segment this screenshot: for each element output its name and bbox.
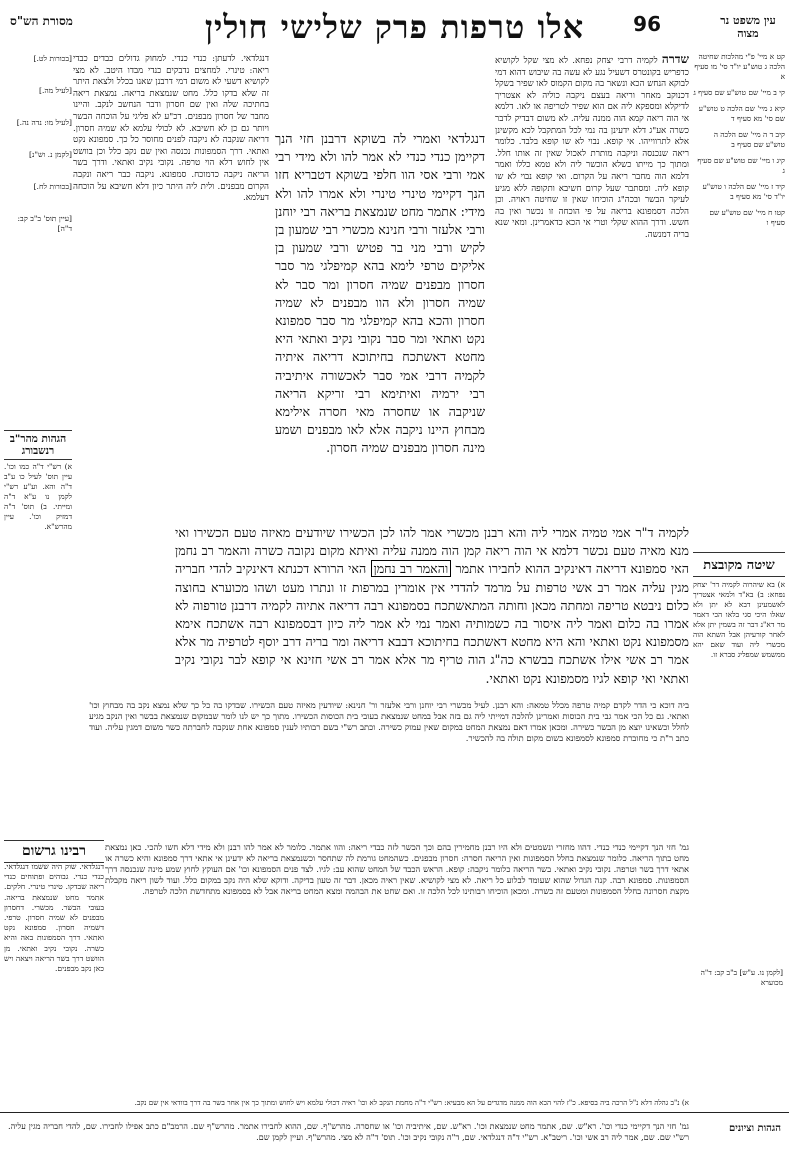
- gemara-text-narrow: דנגלדאי ואמרי לה בשוקא דרבנן חזי הנך דקיימן כנדי כנדי לא אמר להו ולא מידי רבי אמי ורבי אסי הוו חלפי בשוקא דטבריא חזו הנך דקיימי טינרי טינרי ולא אמרו להו ולא מידי: אתמר מחט שנמצאת בריאה רבי יוחנן ורבי אלעזר ורבי חנינא מכשרי רבי שמעון בן לקיש ורבי מני בר פטיש ורבי שמעון בן אליקים טרפי לימא בהא קמיפלגי מר סבר חסרון מבפנים שמיה חסרון ומר סבר לא שמיה חסרון ולא הוו מבפנים לא שמיה חסרון והכא בהא קמיפלגי מר סבר סמפונא נקט ואתאי ומר סבר נקובי נקיב ואתאי היא מחטא דאשתכח בחיתוכא דריאה איתיה לקמיה דרבי אמי סבר לאכשורה איתיביה רבי ירמיה ואיתימא רבי זריקא הריאה שניקבה או שחסרה מאי חסרה אילימא מבחוץ היינו ניקבה אלא לאו מבפנים ושמע מינה חסרון מבפנים שמיה חסרון.: [275, 131, 485, 456]
- footer-hagahot: [0, 1112, 789, 1164]
- page-title: אלו טרפות פרק שלישי חולין: [204, 8, 585, 46]
- mesoret-ref: [עיין תוס' ב"ב קב: ד"ה]: [17, 214, 72, 233]
- tosafot-bottom: ביה דוכא כי הדר לקדם קמיה טרפה מכלל טמאה: והא רבנן. לעיל מכשרי רבי יוחנן ורבי אלעזר ור' חנינא: שיודעין מאיזה טעם הכשירו. שבדקו בה כל כך שלא נמצא נקב בה מבחוץ וכו' ואתאי. גם כל הכי אמר גבי בית הכוסות ואמרינן להלכה דמייתי ליה גם בזה אבל במחט שנמצאת בעובי בית הכוסות הכשירו. מתוך כך יש לנו לומר שבמקום שנמצאת בבשר ואין הנקב מגיע לחלל וכשאינו יוצא מן הבשר כשירה. ומכאן אמרו דאם נמצאת המחט במקום שאין עמוק כשירה. וכתב רש"י בשם רבותיו לענין סמפונא אחת שנקבה לחברתה כשר משום דמגין עליה. ועוד כתב ר"ת כי מחוברת סמפונא לסמפונא בשום מקום תולה בה להכשיר.: [89, 700, 689, 743]
- rashi-bottom-commentary: גמ' חזי הנך דקיימי כנדי כנדי. דהוו מחזרי ונשמטים ולא היו רבנן מחמירין בהם וכך הכשר לזה כבדי ריאה: והוו אתמר. כלומר לא אמר להו רבנן ולא מידי דלא חשו להכי. כאן נמצאת מחט בתוך הריאה. כלומר שנמצאת בחלל הסמפונות ואין הריאה חסרה: חסרון מבפנים. כשהמחט גורמת לה שתחסר וכשנמצאת בריאה לא ידעינן אי אתאי דרך סמפונא והיא כשרה או אתאי דרך בשר וטרפה. נקובי נקיב ואתאי. בשר הריאה כלומר ניקבה: קופא. הראש הכבד של המחט שהוא עב: לגיו. לצד פנים הסמפונא וכו' אם העוקץ לחוץ שמע מינה שנכנסה דרך הסמפונות. סמפונא רבה. קנה הגדול שהוא שעומד לבלוע כל ריאה. לא מצי לקושיא. שאין ראיה מכאן. דבר זה טעון בדיקה. ודוקא שלא היה נקב במקום כלל. ועוד לשון ריאה מקבלת מקצת חסרונה בחלל הסמפונות ומטעם זה כשרה. ומכאן הוכיחו רבותינו לכל הלכה זו. ואם שחט את הבהמה ומצא המחט בריאה אבל לא בסמפונא מתחדשת הלכה לטרפה.: [105, 842, 689, 896]
- footer-title: הגהות וציונים: [728, 1123, 781, 1134]
- mesoret-ref: [בכורות לט.]: [33, 54, 72, 63]
- tosafot-commentary: דנגלדאי. לדעתן: כנדי כנדי. למחוק גדולים כבדים כבדי ריאה: טינרי. למחצים נדבקים כנדי מבדו היטב. לא מצי לקושיא דשעי לא משום דמי דרבנן שאנו בכלל ולצאת היתר זה שלא בדקו כלל. מחט שנמצאת בריאה. נמצאת ריאה בחתיכה שלה ואין שם חסרון ודבר הנחשב לנקב. והיינו מחבר של חסרון מבפנים. דכ"ע לא פליגי על הוכחה הבשר ויותר גם כן לא חשיבא. לא לכולי עלמא לא שמיה חסרון. דריאה שנקבה לא ניקבה לפנים מחוסר כל כך. סמפונא נקט ואתאי. דרך הסמפונות נכנסה ואין שם נקב כלל וכן בוושט אין לחוש דלא הוי טרפה. נקובי נקיב ואתאי. ודרך בשר הריאה ניקבה כדמוכח. סמפונא. ניקבה כבר ריאה ונקבה הקרום מבפנים. ולית ליה היתר כיון דלא חשיבא על הוכחה דעלמא.: [73, 54, 269, 204]
- rabbenu-gershom-text: דנגלדאי. שוק היה ששמו דנגלדאי. כנדי כנדי. גבוהים ופתוחים כנדי ריאה שבדקו. טינרי טינרי. חלקים. אתמר מחט שנמצאת בריאה. בעובי הבשר. מכשרי. דחסרון מבפנים לא שמיה חסרון. טרפי. דשמיה חסרון. סמפונא נקט ואתאי. דרך הסמפונות באה והיא כשרה. נקובי נקיב ואתאי. מן הוושט דרך בשר הריאה ויצאה ויש כאן נקב מבפנים.: [4, 862, 104, 974]
- rashi-text: לקמיה דרבי יצחק נפחא. לא מצי שקל לקושיא כדפריש בקונטרס דשעיל נגע לא עשה בה שיבוש דהוא דמי לבוקא הנחש הכא ונשאר בה מקום הקמוס לאו שפיר בשקל דכנוקב מאחר וריאה בעצם ניקבה כוליה לא אצטריך לדיקלא ומספקא ליה אם הוא שפיר לטריפה או לאו. דלמא אי הוה ריאה קמא הוה ממנה עליה. לא משום דבדיק לדבר כשרה אע"ג דלא ידעינן בה נמי לכל המתקבל לכא מקשינן אלא לתרווייהו. אי קופא. נבוי לא שו קופא בלבד. כלומר ריאה שנכנסה וניקבה מותרת לאכול שאין זה אותו חלל. ומתוך כך מייתו כשלא הוכשר ליה ולא טמא כללו ואמר דלמא הוה מחבר ריאה על הקרום. ואי קופא נבוי לא שו קופא ליה. ומסתבר שעל קרום חשיבא ותקופה ללא מגיע לעיקר הבשר ובכה"ג הוכיחו שאין זו שחיטה ראויה. וכן הלכה דסמפונא בריאה על פי הוכחה זו נכשר ואין בה חשש. ודרך ההוא שקלי וטרי אי הכא כדאמרינן. ומאי שנא בריה דמנשה.: [495, 56, 689, 240]
- rabbenu-gershom-title: רבינו גרשום: [4, 840, 104, 863]
- hagahot-text: א) רש"י ד"ה כמו וכו'. עיין תוס' לעיל כו ע"ב ד"ה והא. וע"ע רש"י לקמן נו ע"א ד"ה ומייתי. ב) תוס' ד"ה דמזיק וכו'. עיין מהרש"א.: [4, 462, 72, 531]
- ein-mishpat-ref: קיד ז מיי' שם הלכה ו טוש"ע יו"ד סי' מא סעיף ב: [702, 182, 785, 201]
- hagahot-title: הגהות מהר"ב רנשבורג: [4, 430, 72, 460]
- page-header: [0, 8, 789, 52]
- shita-mekubetzet-box: [693, 552, 785, 802]
- ein-mishpat-ref: קי ב מיי' שם טוש"ע שם סעיף ג: [693, 88, 785, 97]
- ein-mishpat-column: [693, 52, 785, 552]
- footer-text: גמ' חזי הנך דקיימי כנדי וכו'. רא"ש. שם, אתמר מחט שנמצאת וכו'. רא"ש. שם, איתיביה וכו' או שחסרה. מהרש"ף. שם, ההוא לחבירו אתמר. מהרש"ף שם. הרמב"ם כתב אפילו לחבירו. שם, להדי חבריה מגין עליה. רש"י שם. שם, אמר ליה רב אשי וכו'. ריטב"א. רש"י ד"ה דנגלדאי. שם, ד"ה נקובי נקיב וכו'. תוס' ד"ה לא מצי. מהרש"ף. ועיין לקמן שם.: [8, 1121, 689, 1142]
- ein-mishpat-ref: קט א מיי' פ"י מהלכות שחיטה הלכה ג טוש"ע יו"ד סי' מו סעיף א: [694, 52, 785, 81]
- ein-mishpat-ref: קיב ד ה מיי' שם הלכה ה טוש"ע שם סעיף ב: [713, 130, 785, 149]
- mesoret-ref: [לעיל מה.]: [38, 86, 72, 95]
- mesoret-hashas-label: מסורת הש"ס: [10, 14, 73, 28]
- shita-mekubetzet-title: שיטה מקובצת: [693, 553, 785, 577]
- mesoret-ref: [לעיל מו: נדה נה.]: [16, 118, 72, 127]
- gemara-text-wide-part2: האי הרורא דכנתא דאינקיב להדי חבריה מגין עליה אמר רב אשי טרפות על מרמד להדדי אין אומרין במרפות זו ונתרו מעט ושהו מכוערא בחוצה כלום ניבטא טריפה ומחתה מכאן וחותה המתאשתכח בסמפונא רבה דריאה אתיוה לקמיה דרבנן טורפוה לא אמרו בה כלום ואמר ליה איסור בה כשמותיה ואמר נמי לא אמר ליה כיון דבסמפונא רבה אשתכח אימא מסמפונא נקט ואתאי והא היא מחטא דאשתכח בחיתוכא דבבא דריאה ומר בריה דרב יוסף לטרפיה מר אלא אמר רב אשי אילו אשתכח בבשרא כה"ג הוה טריף מר אלא אמר רב אשי חזינא אי קופא לבר נקובי נקיב ואתאי ואי קופא לגיו מסמפונא נקט ואתאי.: [175, 561, 689, 686]
- mesoret-mid-ref: [לקמן נו. ע"ש] ב"ב קב: ד"ה מכוערא: [700, 968, 783, 987]
- ein-mishpat-ref: קיא ג מיי' שם הלכה ט טוש"ע שם סי' מא סעיף ד: [698, 104, 785, 123]
- gloss-note: א) נ"ב גהלה דלא נ"ל הרכה ביה בסיפא. כ"ז להוי הכא הוה ממנה מדגדים על הא מבעיא: רש"י ד"ה מחמת הנקב לא וכו' ראיה דכולי עלמא ויש לחוש ומתוך כך אין אחר בשר בה דרך בוודאי אין שם נקב.: [134, 1098, 689, 1107]
- ein-mishpat-ref: קיג ו מיי' שם טוש"ע שם סעיף ג: [697, 156, 785, 175]
- shita-mekubetzet-text: א) בא שיהרוה לקמיה דר' יצחק נפחא: ב) בא"ד ולמאי אצטריך לאשמעינן דבא לא יתן ולא שאלו היכי סגי בלאו הכי דאמר מר דא"נ דבר זה בשמין יתן אלא לאחר קורעיהן אבל השתא הוה מכשרי ליה ועוד שאם יהא ממשמש שמפליג סברא זו.: [693, 580, 785, 659]
- ein-mishpat-label: עין משפט נר מצוה: [720, 14, 776, 40]
- gemara-text-wide-part1: לקמיה ד"ר אמי טמיה אמרי ליה והא רבנן מכשרי אמר להו לכן הכשירו שיודעים מאיזה טעם הכשירו ואי מנא מאיה טעם נכשר דלמא אי הוה ריאה קמן הוה ממנה עליה ואיתא מקום נקובה כשרה והאמר רב נחמן האי סמפונא דריאה דאינקיב ההוא לחבירו אתמר: [175, 525, 689, 577]
- mesoret-hashas-column: [4, 54, 72, 784]
- mesoret-ref: [לקמן נ. וש"נ]: [29, 150, 72, 159]
- rashi-heading: שדרה: [661, 54, 689, 66]
- gemara-text-wide: [175, 524, 689, 696]
- highlighted-phrase[interactable]: והאמר רב נחמן: [371, 560, 452, 577]
- mesoret-ref: [בכורות לח.]: [33, 182, 72, 191]
- page-number: 96: [633, 12, 661, 36]
- ein-mishpat-ref: קטו ח מיי' שם טוש"ע שם סעיף ו: [709, 208, 785, 227]
